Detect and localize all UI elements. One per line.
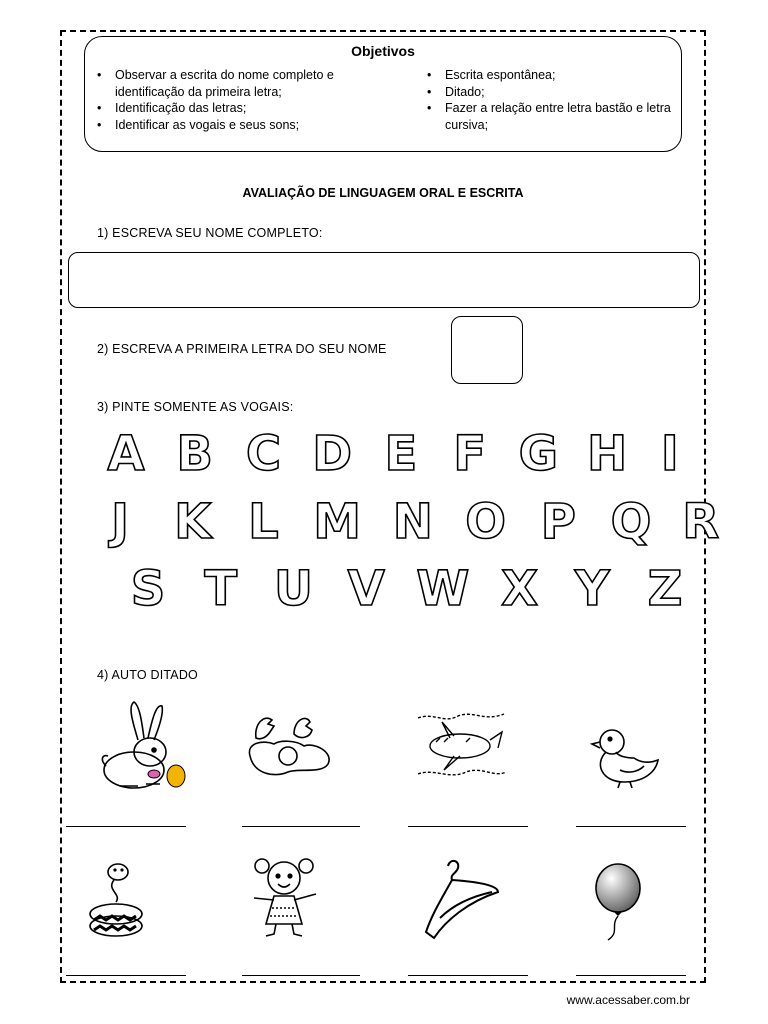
answer-line[interactable] bbox=[576, 826, 686, 827]
answer-line[interactable] bbox=[66, 975, 186, 976]
letter[interactable]: O bbox=[465, 494, 506, 550]
letter[interactable]: N bbox=[392, 494, 433, 550]
page-title: AVALIAÇÃO DE LINGUAGEM ORAL E ESCRITA bbox=[242, 186, 524, 200]
objectives-title: Objetivos bbox=[351, 43, 415, 59]
hanger-icon bbox=[424, 858, 506, 940]
question-3: 3) PINTE SOMENTE AS VOGAIS: bbox=[97, 400, 294, 414]
question-2: 2) ESCREVA A PRIMEIRA LETRA DO SEU NOME bbox=[97, 342, 387, 356]
objective-item: • Observar a escrita do nome completo e identificação da primeira letra; bbox=[95, 67, 365, 100]
egg-icon bbox=[244, 712, 336, 782]
alphabet-row-3 bbox=[120, 561, 693, 617]
objective-item: • Escrita espontânea; bbox=[425, 67, 680, 84]
answer-line[interactable] bbox=[66, 826, 186, 827]
answer-line[interactable] bbox=[242, 975, 360, 976]
question-1: 1) ESCREVA SEU NOME COMPLETO: bbox=[97, 226, 323, 240]
letter[interactable]: R bbox=[682, 494, 720, 550]
airplane-icon bbox=[414, 708, 510, 784]
letter[interactable]: S bbox=[130, 561, 166, 617]
objective-item: • Identificar as vogais e seus sons; bbox=[95, 117, 395, 134]
question-4: 4) AUTO DITADO bbox=[97, 668, 198, 682]
letter[interactable]: Q bbox=[610, 494, 652, 550]
letter[interactable]: I bbox=[660, 426, 679, 482]
alphabet-row-2 bbox=[92, 494, 726, 550]
letter[interactable]: X bbox=[501, 561, 539, 617]
letter[interactable]: D bbox=[312, 426, 353, 482]
letter[interactable]: T bbox=[204, 561, 238, 617]
full-name-field[interactable] bbox=[68, 252, 700, 308]
alphabet-row-1 bbox=[100, 426, 690, 482]
objectives-box bbox=[84, 36, 682, 152]
letter[interactable]: P bbox=[540, 494, 576, 550]
snake-icon bbox=[86, 858, 148, 942]
objective-item: • Identificação das letras; bbox=[95, 100, 395, 117]
letter[interactable]: G bbox=[518, 426, 559, 482]
answer-line[interactable] bbox=[408, 975, 528, 976]
letter[interactable]: A bbox=[107, 426, 145, 482]
answer-line[interactable] bbox=[408, 826, 528, 827]
letter[interactable]: C bbox=[245, 426, 282, 482]
letter[interactable]: V bbox=[347, 561, 385, 617]
letter[interactable]: U bbox=[273, 561, 313, 617]
letter[interactable]: K bbox=[174, 494, 212, 550]
balloon-icon bbox=[588, 862, 646, 944]
footer-url: www.acessaber.com.br bbox=[566, 993, 690, 1007]
objectives-left-list bbox=[95, 67, 395, 133]
duck-icon bbox=[590, 720, 664, 790]
letter[interactable]: J bbox=[111, 494, 129, 550]
answer-line[interactable] bbox=[576, 975, 686, 976]
letter[interactable]: M bbox=[313, 494, 362, 550]
letter[interactable]: W bbox=[416, 561, 470, 617]
letter[interactable]: Z bbox=[647, 561, 683, 617]
objective-item: • Fazer a relação entre letra bastão e letra cursiva; bbox=[425, 100, 680, 133]
doll-icon bbox=[244, 852, 326, 938]
rabbit-icon bbox=[98, 700, 194, 792]
letter[interactable]: L bbox=[248, 494, 279, 550]
objectives-right-list bbox=[425, 67, 680, 133]
letter[interactable]: Y bbox=[574, 561, 610, 617]
letter[interactable]: B bbox=[176, 426, 214, 482]
objective-item: • Ditado; bbox=[425, 84, 680, 101]
answer-line[interactable] bbox=[242, 826, 360, 827]
letter[interactable]: E bbox=[384, 426, 418, 482]
first-letter-field[interactable] bbox=[451, 316, 523, 384]
letter[interactable]: H bbox=[586, 426, 628, 482]
letter[interactable]: F bbox=[453, 426, 486, 482]
